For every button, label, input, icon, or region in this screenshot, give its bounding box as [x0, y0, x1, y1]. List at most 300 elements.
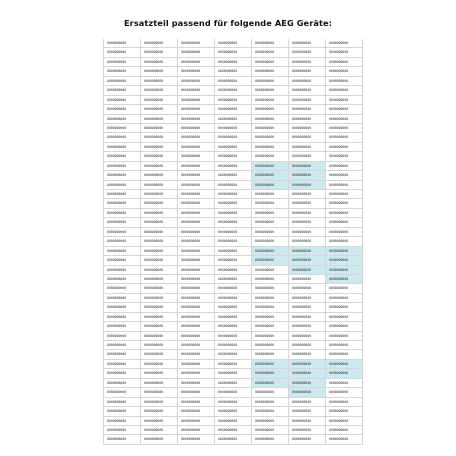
table-cell: 0000000000	[289, 86, 326, 95]
table-cell: 0000000000	[326, 228, 363, 237]
table-cell: 0000000000	[215, 209, 252, 218]
table-cell: 0000000000	[326, 313, 363, 322]
table-cell: 0000000000	[326, 388, 363, 397]
table-cell: 0000000000	[252, 426, 289, 435]
table-cell: 0000000000	[252, 77, 289, 86]
table-cell: 0000000000	[289, 143, 326, 152]
table-cell: 0000000000	[178, 67, 215, 76]
table-cell: 0000000000	[104, 247, 141, 256]
table-cell: 0000000000	[141, 303, 178, 312]
table-cell: 0000000000	[289, 350, 326, 359]
table-cell: 0000000000	[326, 369, 363, 378]
table-cell: 0000000000	[141, 426, 178, 435]
table-cell: 0000000000	[326, 86, 363, 95]
table-cell: 0000000000	[178, 388, 215, 397]
table-cell: 0000000000	[104, 322, 141, 331]
table-cell: 0000000000	[178, 143, 215, 152]
table-cell: 0000000000	[252, 105, 289, 114]
table-cell: 0000000000	[215, 360, 252, 369]
table-cell: 0000000000	[104, 417, 141, 426]
table-cell: 0000000000	[326, 303, 363, 312]
table-cell: 0000000000	[289, 379, 326, 388]
table-cell: 0000000000	[104, 86, 141, 95]
table-cell: 0000000000	[215, 143, 252, 152]
table-cell: 0000000000	[215, 48, 252, 57]
table-cell: 0000000000	[289, 124, 326, 133]
table-cell: 0000000000	[104, 350, 141, 359]
compatible-devices-grid	[104, 39, 363, 445]
table-cell: 0000000000	[141, 86, 178, 95]
table-cell: 0000000000	[141, 435, 178, 444]
table-cell: 0000000000	[252, 124, 289, 133]
table-cell: 0000000000	[104, 435, 141, 444]
table-cell: 0000000000	[178, 256, 215, 265]
table-cell: 0000000000	[289, 171, 326, 180]
table-cell: 0000000000	[215, 369, 252, 378]
table-cell: 0000000000	[289, 313, 326, 322]
table-cell: 0000000000	[289, 256, 326, 265]
table-cell: 0000000000	[215, 256, 252, 265]
table-cell: 0000000000	[141, 341, 178, 350]
table-cell: 0000000000	[326, 350, 363, 359]
table-cell: 0000000000	[178, 228, 215, 237]
table-cell: 0000000000	[141, 39, 178, 48]
table-cell: 0000000000	[178, 303, 215, 312]
table-cell: 0000000000	[326, 341, 363, 350]
table-cell: 0000000000	[215, 435, 252, 444]
table-cell: 0000000000	[252, 369, 289, 378]
table-cell: 0000000000	[252, 313, 289, 322]
table-cell: 0000000000	[289, 275, 326, 284]
table-cell: 0000000000	[215, 218, 252, 227]
table-cell: 0000000000	[326, 426, 363, 435]
table-cell: 0000000000	[215, 171, 252, 180]
table-cell: 0000000000	[326, 294, 363, 303]
table-cell: 0000000000	[104, 313, 141, 322]
table-cell: 0000000000	[104, 407, 141, 416]
table-cell: 0000000000	[178, 96, 215, 105]
table-cell: 0000000000	[141, 105, 178, 114]
table-cell: 0000000000	[289, 266, 326, 275]
table-cell: 0000000000	[178, 332, 215, 341]
table-cell: 0000000000	[104, 379, 141, 388]
table-cell: 0000000000	[215, 284, 252, 293]
table-cell: 0000000000	[252, 247, 289, 256]
table-cell: 0000000000	[289, 360, 326, 369]
table-cell: 0000000000	[141, 58, 178, 67]
table-cell: 0000000000	[104, 96, 141, 105]
table-cell: 0000000000	[252, 190, 289, 199]
table-cell: 0000000000	[326, 417, 363, 426]
table-cell: 0000000000	[252, 294, 289, 303]
table-cell: 0000000000	[141, 181, 178, 190]
table-cell: 0000000000	[326, 115, 363, 124]
table-cell: 0000000000	[178, 115, 215, 124]
table-cell: 0000000000	[178, 77, 215, 86]
table-cell: 0000000000	[252, 96, 289, 105]
table-cell: 0000000000	[104, 67, 141, 76]
table-cell: 0000000000	[252, 407, 289, 416]
table-cell: 0000000000	[141, 48, 178, 57]
table-cell: 0000000000	[178, 379, 215, 388]
table-cell: 0000000000	[252, 275, 289, 284]
table-cell: 0000000000	[326, 133, 363, 142]
table-cell: 0000000000	[326, 39, 363, 48]
table-cell: 0000000000	[104, 58, 141, 67]
table-cell: 0000000000	[178, 133, 215, 142]
table-cell: 0000000000	[289, 209, 326, 218]
table-cell: 0000000000	[326, 256, 363, 265]
table-cell: 0000000000	[289, 426, 326, 435]
table-cell: 0000000000	[289, 162, 326, 171]
compatible-devices-table	[103, 39, 363, 445]
table-cell: 0000000000	[289, 284, 326, 293]
table-cell: 0000000000	[289, 322, 326, 331]
table-cell: 0000000000	[289, 369, 326, 378]
table-cell: 0000000000	[252, 218, 289, 227]
table-cell: 0000000000	[326, 398, 363, 407]
table-cell: 0000000000	[104, 398, 141, 407]
table-cell: 0000000000	[326, 58, 363, 67]
table-cell: 0000000000	[178, 398, 215, 407]
table-cell: 0000000000	[178, 284, 215, 293]
table-cell: 0000000000	[104, 209, 141, 218]
table-cell: 0000000000	[178, 247, 215, 256]
table-cell: 0000000000	[104, 360, 141, 369]
table-cell: 0000000000	[289, 77, 326, 86]
table-cell: 0000000000	[141, 407, 178, 416]
table-cell: 0000000000	[104, 266, 141, 275]
table-cell: 0000000000	[215, 275, 252, 284]
table-cell: 0000000000	[104, 332, 141, 341]
table-cell: 0000000000	[252, 67, 289, 76]
table-cell: 0000000000	[252, 162, 289, 171]
table-cell: 0000000000	[215, 162, 252, 171]
table-cell: 0000000000	[141, 209, 178, 218]
table-cell: 0000000000	[252, 171, 289, 180]
table-cell: 0000000000	[215, 181, 252, 190]
table-cell: 0000000000	[141, 266, 178, 275]
table-cell: 0000000000	[141, 388, 178, 397]
table-cell: 0000000000	[178, 209, 215, 218]
table-cell: 0000000000	[215, 388, 252, 397]
table-cell: 0000000000	[104, 39, 141, 48]
table-cell: 0000000000	[215, 105, 252, 114]
table-cell: 0000000000	[326, 360, 363, 369]
table-cell: 0000000000	[141, 96, 178, 105]
table-cell: 0000000000	[215, 237, 252, 246]
table-cell: 0000000000	[289, 58, 326, 67]
table-cell: 0000000000	[104, 124, 141, 133]
table-cell: 0000000000	[178, 266, 215, 275]
table-cell: 0000000000	[289, 39, 326, 48]
table-cell: 0000000000	[215, 398, 252, 407]
table-cell: 0000000000	[326, 379, 363, 388]
table-cell: 0000000000	[104, 256, 141, 265]
table-cell: 0000000000	[252, 417, 289, 426]
table-cell: 0000000000	[178, 350, 215, 359]
table-cell: 0000000000	[215, 322, 252, 331]
table-cell: 0000000000	[104, 162, 141, 171]
table-cell: 0000000000	[252, 303, 289, 312]
table-cell: 0000000000	[215, 313, 252, 322]
table-cell: 0000000000	[178, 124, 215, 133]
table-cell: 0000000000	[326, 199, 363, 208]
table-cell: 0000000000	[326, 275, 363, 284]
table-cell: 0000000000	[215, 86, 252, 95]
table-cell: 0000000000	[252, 143, 289, 152]
table-cell: 0000000000	[289, 228, 326, 237]
table-cell: 0000000000	[326, 218, 363, 227]
table-cell: 0000000000	[178, 322, 215, 331]
table-cell: 0000000000	[215, 67, 252, 76]
table-cell: 0000000000	[141, 228, 178, 237]
table-cell: 0000000000	[104, 199, 141, 208]
table-cell: 0000000000	[178, 218, 215, 227]
table-cell: 0000000000	[289, 294, 326, 303]
table-cell: 0000000000	[178, 294, 215, 303]
table-cell: 0000000000	[141, 369, 178, 378]
table-cell: 0000000000	[289, 152, 326, 161]
table-cell: 0000000000	[104, 133, 141, 142]
table-cell: 0000000000	[178, 171, 215, 180]
table-cell: 0000000000	[252, 284, 289, 293]
table-cell: 0000000000	[104, 143, 141, 152]
table-cell: 0000000000	[141, 190, 178, 199]
table-cell: 0000000000	[252, 398, 289, 407]
table-cell: 0000000000	[289, 247, 326, 256]
table-cell: 0000000000	[215, 124, 252, 133]
table-cell: 0000000000	[178, 313, 215, 322]
table-cell: 0000000000	[326, 190, 363, 199]
table-cell: 0000000000	[252, 228, 289, 237]
table-cell: 0000000000	[252, 181, 289, 190]
table-cell: 0000000000	[141, 77, 178, 86]
table-cell: 0000000000	[215, 332, 252, 341]
table-cell: 0000000000	[215, 152, 252, 161]
table-cell: 0000000000	[326, 322, 363, 331]
table-cell: 0000000000	[178, 181, 215, 190]
table-cell: 0000000000	[215, 266, 252, 275]
table-cell: 0000000000	[104, 115, 141, 124]
table-cell: 0000000000	[326, 105, 363, 114]
table-cell: 0000000000	[215, 350, 252, 359]
table-cell: 0000000000	[326, 143, 363, 152]
table-cell: 0000000000	[215, 426, 252, 435]
table-cell: 0000000000	[141, 133, 178, 142]
table-cell: 0000000000	[141, 332, 178, 341]
table-cell: 0000000000	[104, 105, 141, 114]
table-cell: 0000000000	[104, 369, 141, 378]
table-cell: 0000000000	[326, 124, 363, 133]
table-cell: 0000000000	[104, 341, 141, 350]
table-cell: 0000000000	[104, 228, 141, 237]
table-cell: 0000000000	[141, 398, 178, 407]
table-cell: 0000000000	[326, 237, 363, 246]
table-cell: 0000000000	[104, 181, 141, 190]
table-cell: 0000000000	[326, 247, 363, 256]
table-cell: 0000000000	[326, 332, 363, 341]
table-cell: 0000000000	[141, 115, 178, 124]
table-cell: 0000000000	[252, 237, 289, 246]
table-cell: 0000000000	[326, 181, 363, 190]
table-cell: 0000000000	[289, 133, 326, 142]
table-cell: 0000000000	[252, 199, 289, 208]
table-cell: 0000000000	[104, 152, 141, 161]
table-cell: 0000000000	[215, 228, 252, 237]
table-cell: 0000000000	[289, 435, 326, 444]
table-cell: 0000000000	[326, 67, 363, 76]
table-cell: 0000000000	[141, 360, 178, 369]
table-cell: 0000000000	[289, 96, 326, 105]
table-cell: 0000000000	[141, 379, 178, 388]
table-cell: 0000000000	[326, 171, 363, 180]
table-cell: 0000000000	[104, 77, 141, 86]
table-cell: 0000000000	[289, 341, 326, 350]
table-cell: 0000000000	[104, 237, 141, 246]
table-cell: 0000000000	[104, 284, 141, 293]
table-cell: 0000000000	[289, 199, 326, 208]
table-cell: 0000000000	[178, 105, 215, 114]
table-cell: 0000000000	[178, 341, 215, 350]
table-cell: 0000000000	[141, 313, 178, 322]
table-cell: 0000000000	[252, 115, 289, 124]
table-cell: 0000000000	[326, 152, 363, 161]
table-cell: 0000000000	[178, 152, 215, 161]
table-cell: 0000000000	[326, 209, 363, 218]
table-cell: 0000000000	[215, 190, 252, 199]
table-cell: 0000000000	[178, 48, 215, 57]
table-cell: 0000000000	[141, 284, 178, 293]
table-cell: 0000000000	[178, 369, 215, 378]
table-cell: 0000000000	[289, 388, 326, 397]
table-cell: 0000000000	[252, 256, 289, 265]
table-cell: 0000000000	[326, 266, 363, 275]
table-cell: 0000000000	[252, 435, 289, 444]
table-cell: 0000000000	[252, 86, 289, 95]
table-cell: 0000000000	[104, 218, 141, 227]
table-cell: 0000000000	[104, 303, 141, 312]
table-cell: 0000000000	[252, 39, 289, 48]
table-cell: 0000000000	[215, 379, 252, 388]
table-cell: 0000000000	[289, 105, 326, 114]
table-cell: 0000000000	[289, 303, 326, 312]
table-cell: 0000000000	[141, 143, 178, 152]
table-cell: 0000000000	[141, 294, 178, 303]
table-cell: 0000000000	[141, 275, 178, 284]
table-cell: 0000000000	[252, 341, 289, 350]
table-cell: 0000000000	[178, 39, 215, 48]
table-cell: 0000000000	[141, 322, 178, 331]
table-cell: 0000000000	[141, 350, 178, 359]
table-cell: 0000000000	[178, 407, 215, 416]
table-cell: 0000000000	[141, 247, 178, 256]
page-title: Ersatzteil passend für folgende AEG Geräte:	[123, 18, 333, 28]
table-cell: 0000000000	[141, 199, 178, 208]
table-cell: 0000000000	[252, 379, 289, 388]
table-cell: 0000000000	[289, 237, 326, 246]
table-cell: 0000000000	[215, 341, 252, 350]
table-cell: 0000000000	[215, 417, 252, 426]
table-cell: 0000000000	[215, 303, 252, 312]
table-cell: 0000000000	[289, 407, 326, 416]
table-cell: 0000000000	[178, 86, 215, 95]
table-cell: 0000000000	[104, 294, 141, 303]
table-cell: 0000000000	[141, 124, 178, 133]
table-cell: 0000000000	[252, 209, 289, 218]
table-cell: 0000000000	[141, 171, 178, 180]
table-cell: 0000000000	[178, 435, 215, 444]
table-cell: 0000000000	[104, 190, 141, 199]
table-cell: 0000000000	[215, 77, 252, 86]
table-cell: 0000000000	[289, 115, 326, 124]
table-cell: 0000000000	[141, 417, 178, 426]
table-cell: 0000000000	[141, 67, 178, 76]
table-cell: 0000000000	[141, 256, 178, 265]
table-cell: 0000000000	[178, 199, 215, 208]
table-cell: 0000000000	[104, 48, 141, 57]
table-cell: 0000000000	[104, 426, 141, 435]
table-cell: 0000000000	[215, 58, 252, 67]
table-cell: 0000000000	[215, 133, 252, 142]
table-cell: 0000000000	[215, 115, 252, 124]
table-cell: 0000000000	[104, 275, 141, 284]
table-cell: 0000000000	[178, 417, 215, 426]
table-cell: 0000000000	[104, 388, 141, 397]
table-cell: 0000000000	[289, 67, 326, 76]
table-cell: 0000000000	[178, 162, 215, 171]
table-cell: 0000000000	[289, 332, 326, 341]
table-cell: 0000000000	[326, 435, 363, 444]
table-cell: 0000000000	[252, 48, 289, 57]
table-cell: 0000000000	[252, 152, 289, 161]
table-cell: 0000000000	[252, 266, 289, 275]
table-cell: 0000000000	[289, 218, 326, 227]
table-cell: 0000000000	[252, 322, 289, 331]
table-cell: 0000000000	[215, 199, 252, 208]
table-cell: 0000000000	[326, 77, 363, 86]
table-cell: 0000000000	[215, 39, 252, 48]
table-cell: 0000000000	[326, 96, 363, 105]
table-cell: 0000000000	[215, 294, 252, 303]
table-cell: 0000000000	[326, 162, 363, 171]
table-cell: 0000000000	[178, 360, 215, 369]
table-cell: 0000000000	[289, 398, 326, 407]
table-cell: 0000000000	[252, 133, 289, 142]
table-cell: 0000000000	[215, 247, 252, 256]
table-cell: 0000000000	[215, 407, 252, 416]
table-cell: 0000000000	[252, 350, 289, 359]
table-cell: 0000000000	[326, 407, 363, 416]
table-cell: 0000000000	[252, 388, 289, 397]
table-cell: 0000000000	[141, 162, 178, 171]
table-cell: 0000000000	[326, 48, 363, 57]
table-cell: 0000000000	[178, 190, 215, 199]
table-cell: 0000000000	[289, 417, 326, 426]
table-cell: 0000000000	[178, 58, 215, 67]
table-cell: 0000000000	[289, 181, 326, 190]
table-cell: 0000000000	[104, 171, 141, 180]
table-cell: 0000000000	[178, 275, 215, 284]
table-cell: 0000000000	[178, 426, 215, 435]
table-cell: 0000000000	[141, 218, 178, 227]
table-cell: 0000000000	[252, 332, 289, 341]
table-cell: 0000000000	[141, 152, 178, 161]
table-cell: 0000000000	[252, 360, 289, 369]
table-cell: 0000000000	[178, 237, 215, 246]
table-cell: 0000000000	[289, 190, 326, 199]
table-cell: 0000000000	[141, 237, 178, 246]
